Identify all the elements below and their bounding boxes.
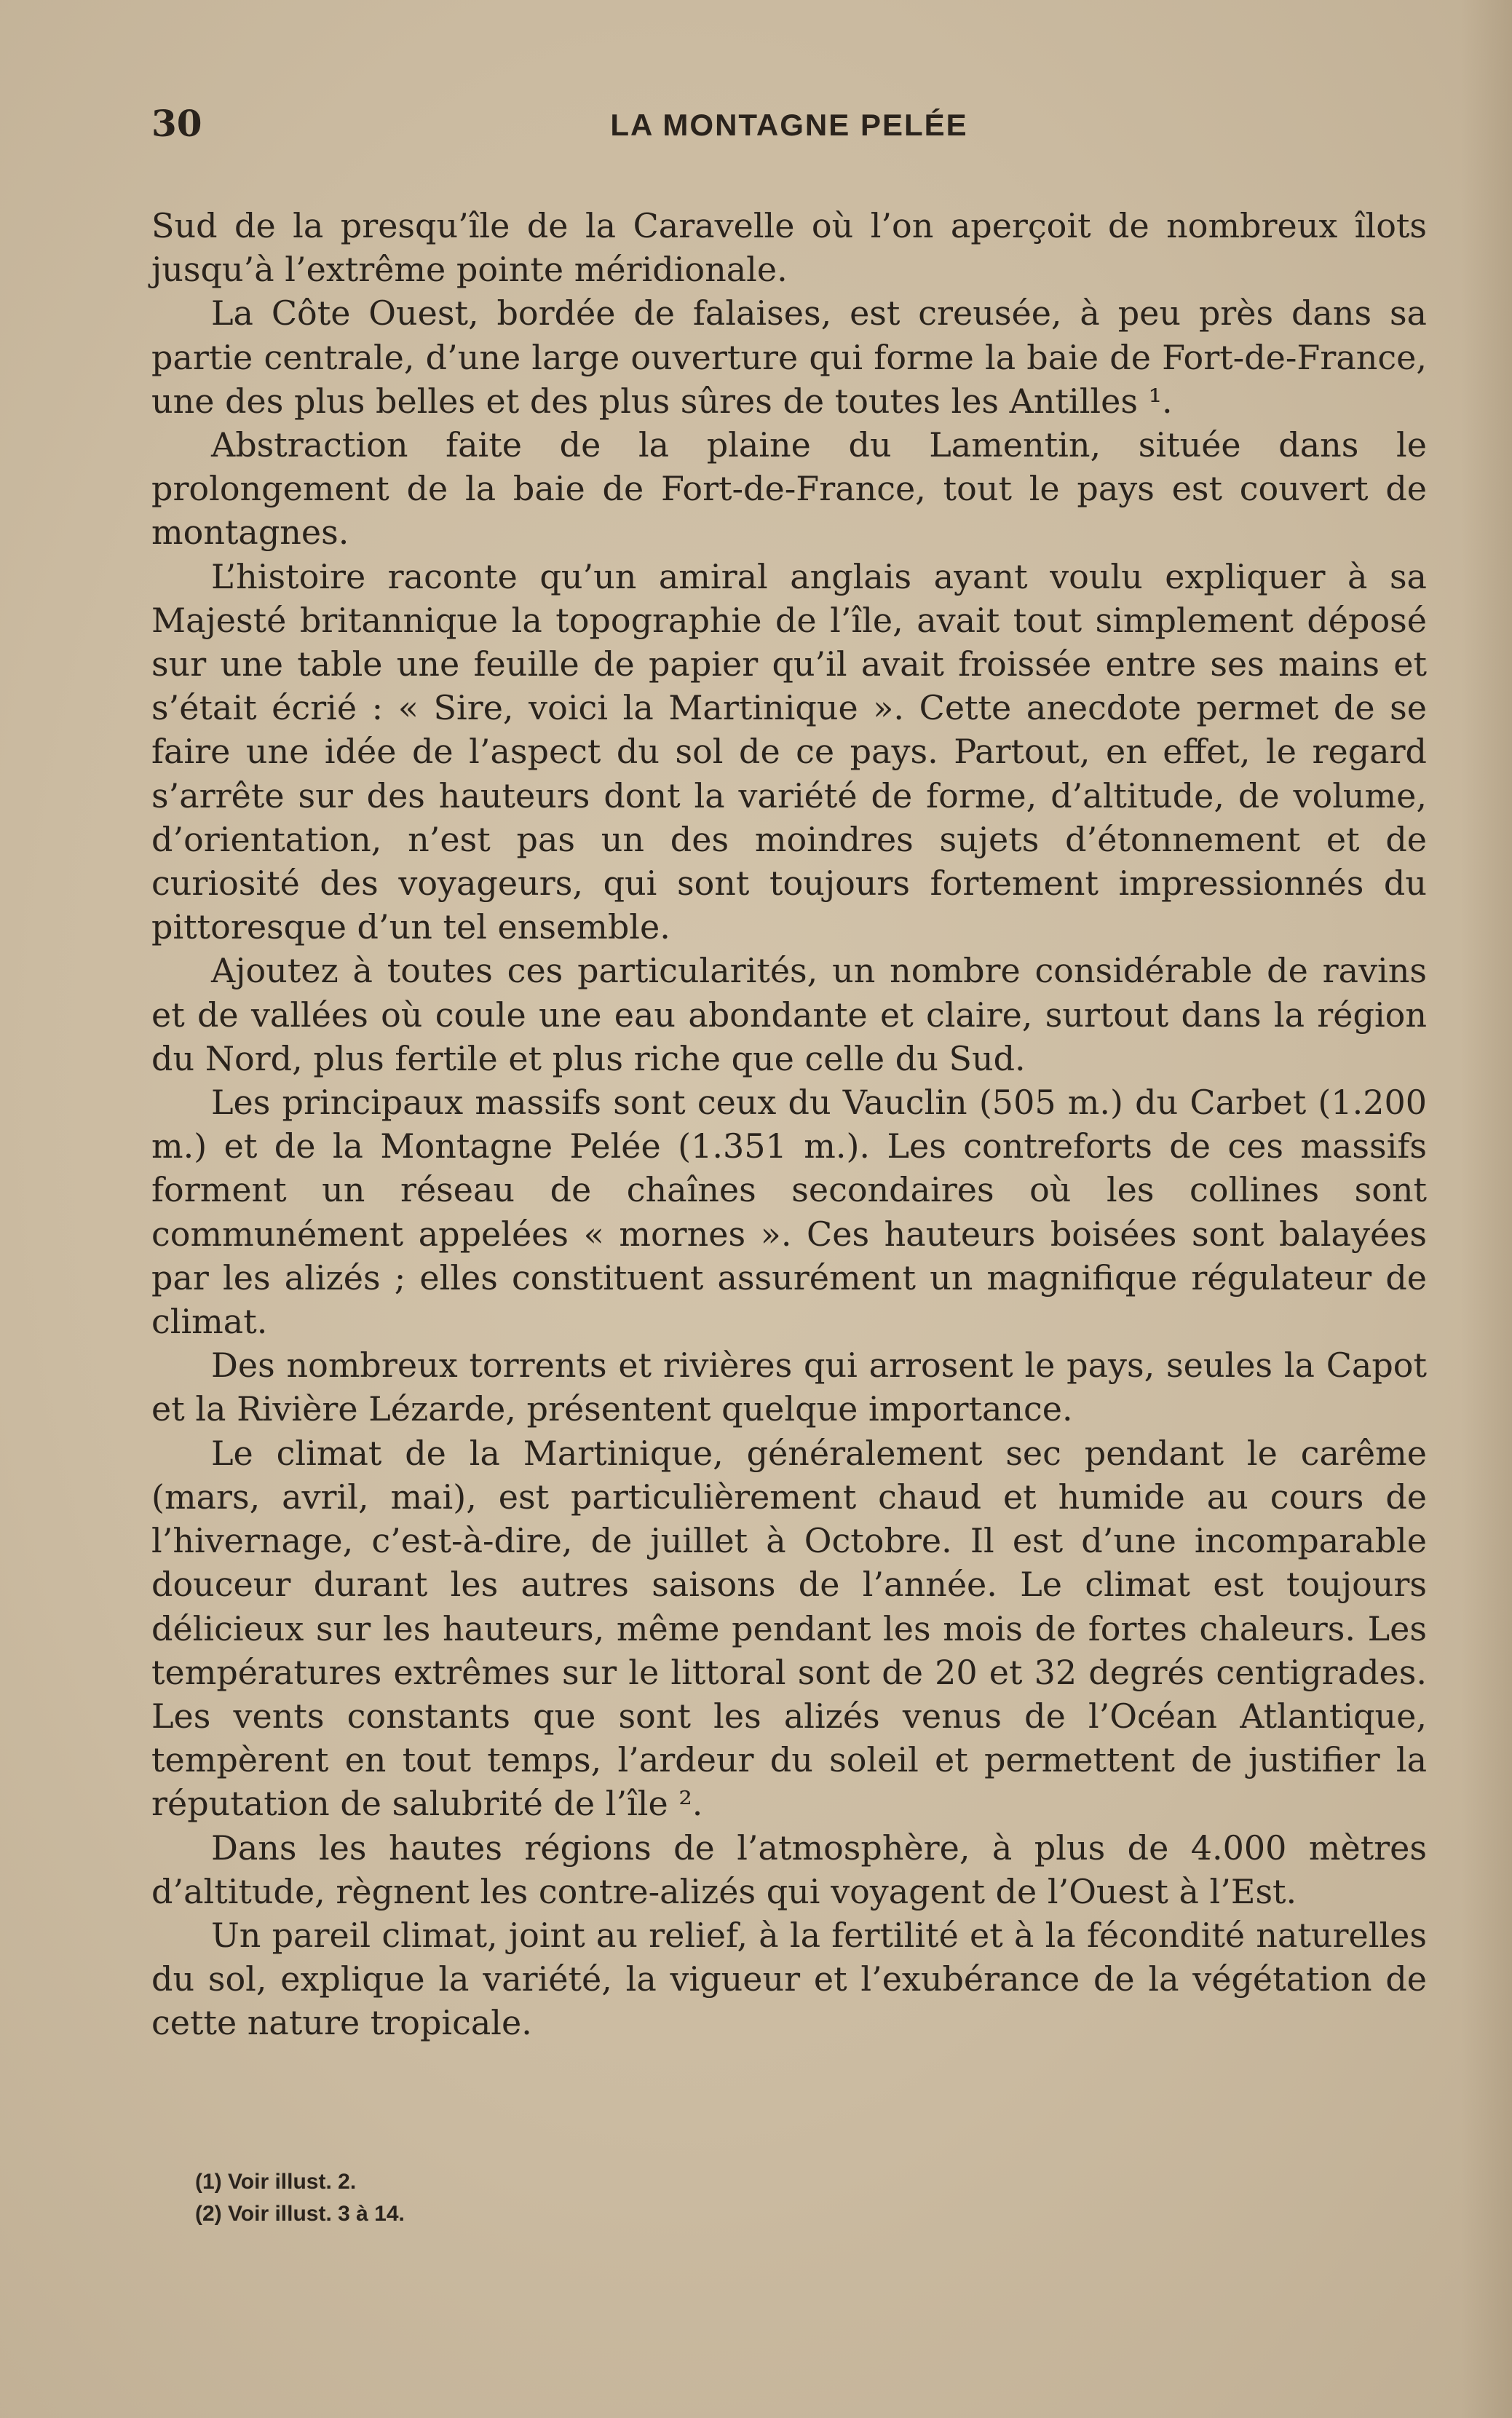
footnotes — [195, 2166, 405, 2230]
paragraph: L’histoire raconte qu’un amiral anglais ayant voulu expliquer à sa Majesté britannique la topographie de l’île, avait tout simplement déposé sur une table une feuille de papier qu’il avait froissée entre ses mains et s’était écrié : « Sire, voici la Martinique ». Cette anecdote permet de se faire une idée de l’aspect du sol de ce pays. Partout, en effet, le regard s’arrête sur des hauteurs dont la variété de forme, d’altitude, de volume, d’orientation, n’est pas un des moindres sujets d’étonnement et de curiosité des voyageurs, qui sont toujours fortement impressionnés du pittoresque d’un tel ensemble. — [151, 556, 1427, 947]
running-title: LA MONTAGNE PELÉE — [610, 108, 968, 142]
body-text — [151, 204, 1427, 2045]
paragraph: Sud de la presqu’île de la Caravelle où l’on aperçoit de nombreux îlots jusqu’à l’extrême pointe méridionale. — [151, 206, 1427, 290]
page-number: 30 — [151, 102, 202, 145]
paragraph: Les principaux massifs sont ceux du Vauclin (505 m.) du Carbet (1.200 m.) et de la Montagne Pelée (1.351 m.). Les contreforts de ces massifs forment un réseau de chaînes secondaires où les collines sont communément appelées « mornes ». Ces hauteurs boisées sont balayées par les alizés ; elles constituent assurément un magnifique régulateur de climat. — [151, 1083, 1427, 1342]
paragraph: Des nombreux torrents et rivières qui arrosent le pays, seules la Capot et la Rivière Lézarde, présentent quelque importance. — [151, 1346, 1427, 1429]
paragraph: La Côte Ouest, bordée de falaises, est creusée, à peu près dans sa partie centrale, d’une large ouverture qui forme la baie de Fort-de-France, une des plus belles et des plus sûres de toutes les Antilles ¹. — [151, 293, 1427, 421]
paragraph: Abstraction faite de la plaine du Lamentin, située dans le prolongement de la baie de Fort-de-France, tout le pays est couvert de montagnes. — [151, 425, 1427, 553]
paragraph: Dans les hautes régions de l’atmosphère, à plus de 4.000 mètres d’altitude, règnent les contre-alizés qui voyagent de l’Ouest à l’Est. — [151, 1828, 1427, 1911]
paragraph: Ajoutez à toutes ces particularités, un nombre considérable de ravins et de vallées où coule une eau abondante et claire, surtout dans la région du Nord, plus fertile et plus riche que celle du Sud. — [151, 951, 1427, 1078]
footnote: (2) Voir illust. 3 à 14. — [195, 2202, 405, 2226]
page-edge-shadow — [1461, 0, 1512, 2418]
page-header — [151, 102, 1427, 160]
footnote: (1) Voir illust. 2. — [195, 2170, 357, 2194]
paragraph: Le climat de la Martinique, généralement sec pendant le carême (mars, avril, mai), est particulièrement chaud et humide au cours de l’hivernage, c’est-à-dire, de juillet à Octobre. Il est d’une incomparable douceur durant les autres saisons de l’année. Le climat est toujours délicieux sur les hauteurs, même pendant les mois de fortes chaleurs. Les températures extrêmes sur le littoral sont de 20 et 32 degrés centigrades. Les vents constants que sont les alizés venus de l’Océan Atlantique, tempèrent en tout temps, l’ardeur du soleil et permettent de justifier la réputation de salubrité de l’île ². — [151, 1433, 1427, 1824]
paragraph: Un pareil climat, joint au relief, à la fertilité et à la fécondité naturelles du sol, explique la variété, la vigueur et l’exubérance de la végétation de cette nature tropicale. — [151, 1915, 1427, 2043]
